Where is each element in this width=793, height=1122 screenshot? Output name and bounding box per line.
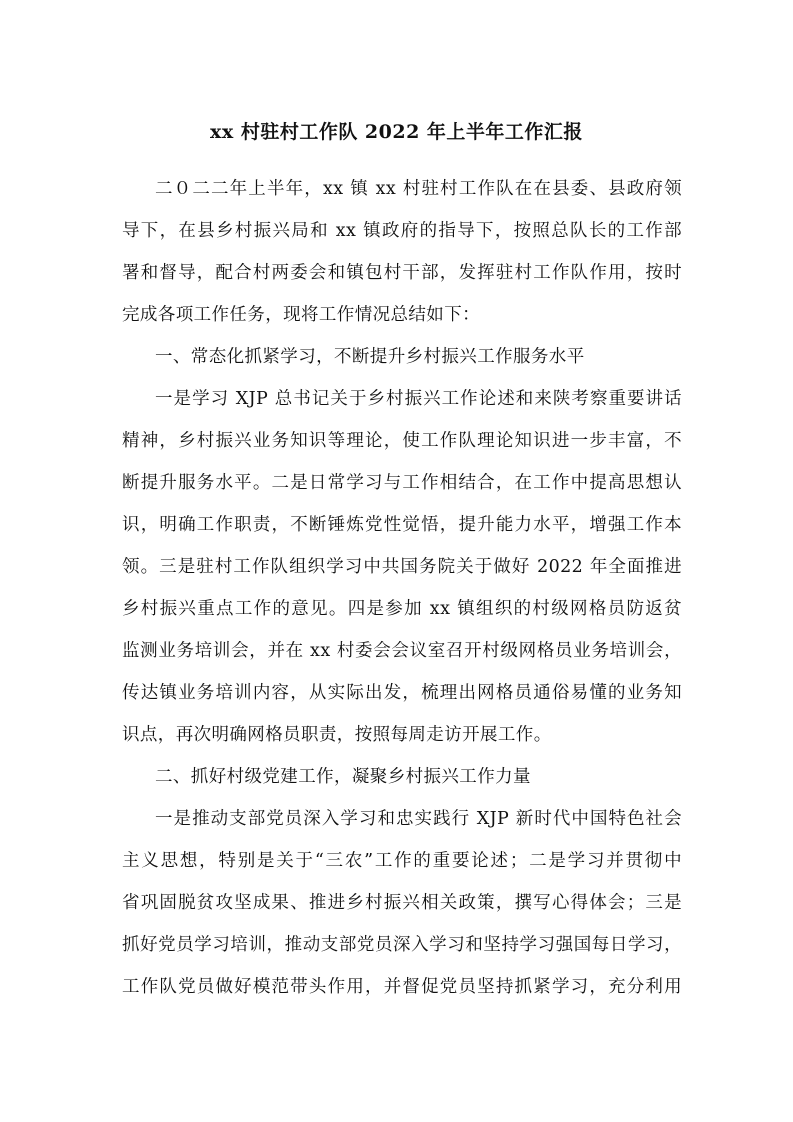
paragraph-line: 导下，在县乡村振兴局和 xx 镇政府的指导下，按照总队长的工作部 [122, 221, 682, 241]
paragraph-line: 领。三是驻村工作队组织学习中共国务院关于做好 2022 年全面推进 [122, 557, 682, 577]
document-title: xx 村驻村工作队 2022 年上半年工作汇报 [210, 121, 583, 143]
paragraph-line: 主义思想，特别是关于“三农”工作的重要论述；二是学习并贯彻中 [122, 851, 682, 871]
paragraph-line: 二０二二年上半年，xx 镇 xx 村驻村工作队在在县委、县政府领 [155, 179, 682, 199]
paragraph-line: 断提升服务水平。二是日常学习与工作相结合，在工作中提高思想认 [122, 473, 682, 493]
paragraph-line: 识，明确工作职责，不断锤炼党性觉悟，提升能力水平，增强工作本 [122, 515, 682, 535]
paragraph-line: 精神，乡村振兴业务知识等理论，使工作队理论知识进一步丰富，不 [122, 431, 682, 451]
paragraph-line: 一是推动支部党员深入学习和忠实践行 XJP 新时代中国特色社会 [155, 809, 682, 829]
section-heading: 一、常态化抓紧学习，不断提升乡村振兴工作服务水平 [155, 347, 585, 367]
paragraph-line: 乡村振兴重点工作的意见。四是参加 xx 镇组织的村级网格员防返贫 [122, 599, 682, 619]
paragraph-line: 一是学习 XJP 总书记关于乡村振兴工作论述和来陕考察重要讲话 [155, 389, 682, 409]
paragraph-line: 完成各项工作任务，现将工作情况总结如下： [122, 305, 480, 325]
paragraph-line: 监测业务培训会，并在 xx 村委会会议室召开村级网格员业务培训会， [122, 641, 682, 661]
paragraph-line: 省巩固脱贫攻坚成果、推进乡村振兴相关政策，撰写心得体会；三是 [122, 893, 682, 913]
paragraph-line: 工作队党员做好模范带头作用，并督促党员坚持抓紧学习，充分利用 [122, 977, 682, 997]
paragraph-line: 署和督导，配合村两委会和镇包村干部，发挥驻村工作队作用，按时 [122, 263, 682, 283]
section-heading: 二、抓好村级党建工作，凝聚乡村振兴工作力量 [155, 767, 531, 787]
paragraph-line: 传达镇业务培训内容，从实际出发，梳理出网格员通俗易懂的业务知 [122, 683, 682, 703]
paragraph-line: 识点，再次明确网格员职责，按照每周走访开展工作。 [122, 725, 552, 745]
paragraph-line: 抓好党员学习培训，推动支部党员深入学习和坚持学习强国每日学习， [122, 935, 682, 955]
